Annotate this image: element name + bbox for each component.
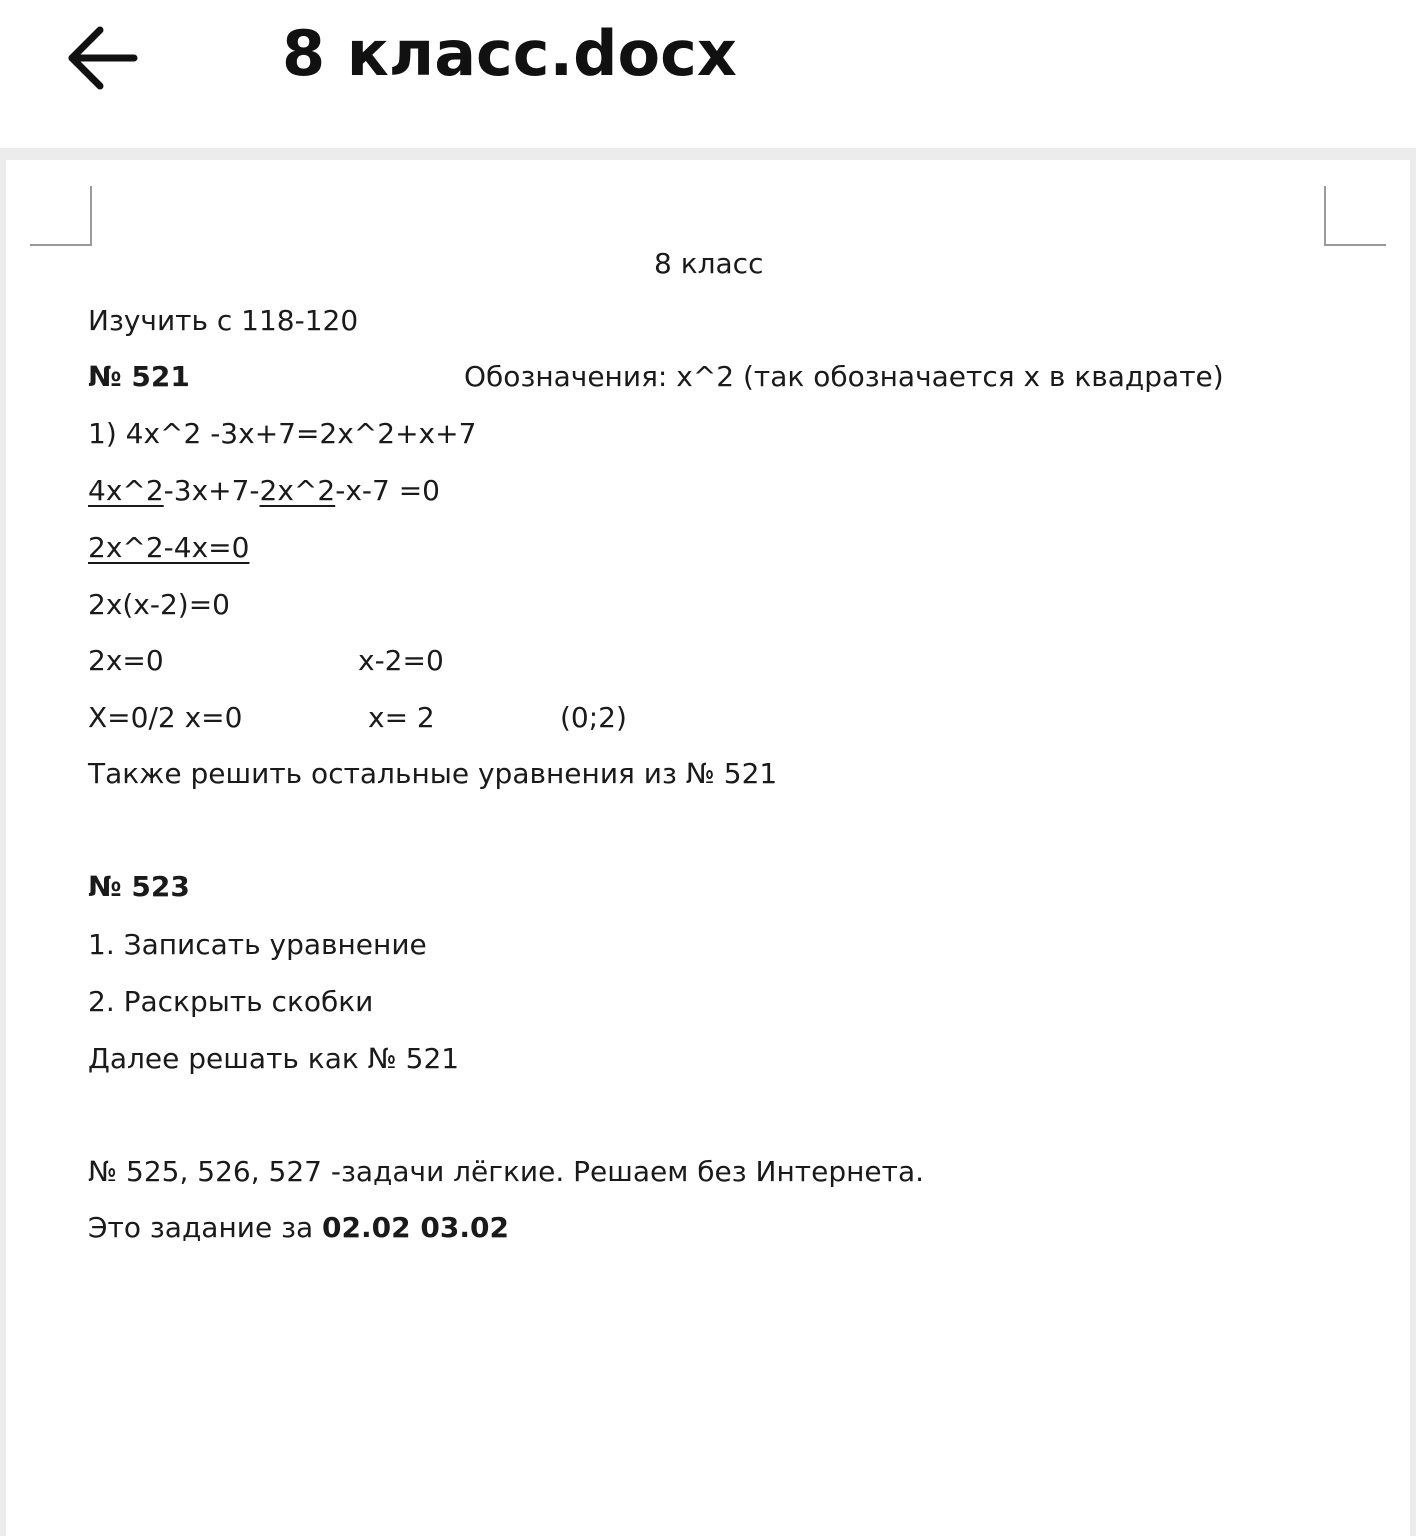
study-pages-text: Изучить с 118-120 (88, 304, 359, 337)
easy-tasks-text: № 525, 526, 527 -задачи лёгкие. Решаем без Интернета. (88, 1155, 925, 1188)
task-523-then: Далее решать как № 521 (88, 1042, 460, 1075)
task-523-item-2: 2. Раскрыть скобки (88, 985, 374, 1018)
task-521-number: № 521 (88, 360, 190, 393)
notation-note: Обозначения: x^2 (так обозначается x в квадрате) (464, 360, 1224, 393)
assignment-dates-line (88, 1210, 509, 1246)
solution-answer: (0;2) (560, 701, 627, 734)
solution-step-4-left: 2x=0 (88, 644, 164, 677)
underlined-term: 2x^2 (259, 474, 336, 507)
solution-step-5-mid: x= 2 (368, 701, 435, 734)
underlined-term: 4x^2 (88, 474, 164, 507)
back-button[interactable] (60, 20, 144, 96)
step-1-text: -3x+7- (163, 474, 260, 507)
arrow-left-icon (60, 20, 144, 96)
rest-equations-text: Также решить остальные уравнения из № 521 (88, 757, 778, 790)
solution-step-4-right: x-2=0 (358, 644, 444, 677)
assignment-dates: 02.02 03.02 (322, 1211, 509, 1244)
document-title: 8 класс.docx (282, 17, 737, 90)
solution-step-2: 2x^2-4x=0 (88, 531, 250, 564)
app-bar (0, 0, 1416, 148)
document-heading: 8 класс (654, 247, 764, 280)
margin-corner-top-left (30, 186, 92, 246)
assignment-prefix: Это задание за (88, 1211, 323, 1244)
task-523-number: № 523 (88, 870, 190, 903)
solution-step-3: 2x(x-2)=0 (88, 588, 230, 621)
task-523-item-1: 1. Записать уравнение (88, 928, 427, 961)
step-1-text: -x-7 =0 (335, 474, 440, 507)
solution-step-1 (88, 473, 440, 509)
equation-1: 1) 4x^2 -3x+7=2x^2+x+7 (88, 417, 477, 450)
solution-step-5-left: X=0/2 x=0 (88, 701, 243, 734)
margin-corner-top-right (1324, 186, 1386, 246)
